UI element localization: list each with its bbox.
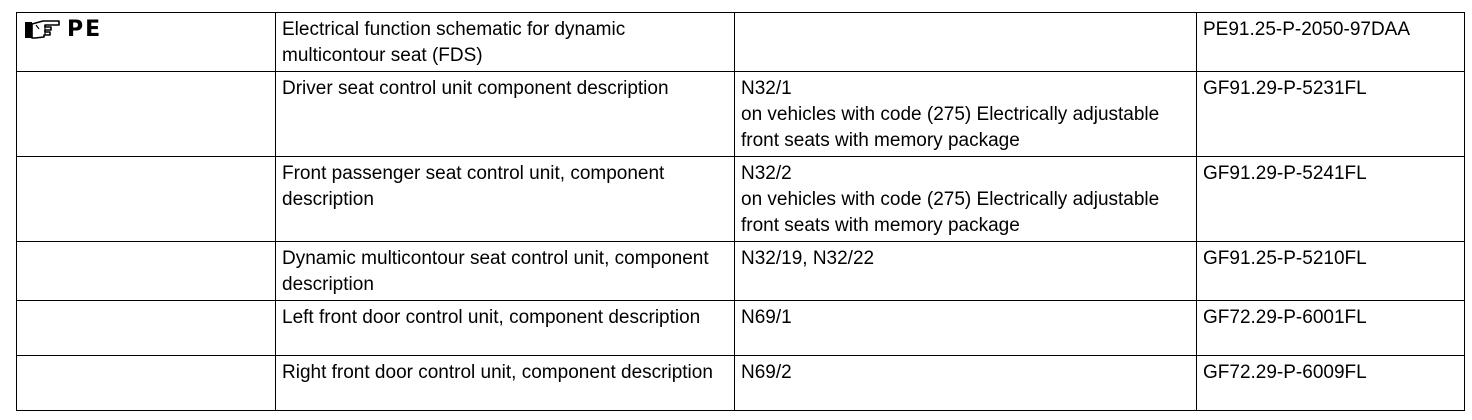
component-cell: N32/2 on vehicles with code (275) Electrically adjustable front seats with memory package <box>735 157 1197 242</box>
component-cell: N32/19, N32/22 <box>735 242 1197 301</box>
reference-cell: GF91.25-P-5210FL <box>1197 242 1465 301</box>
reference-cell: GF91.29-P-5231FL <box>1197 72 1465 157</box>
table-row <box>17 13 1465 72</box>
empty-cell <box>17 356 276 411</box>
reference-cell: GF72.29-P-6009FL <box>1197 356 1465 411</box>
table-row <box>17 157 1465 242</box>
marker-label: PE <box>67 17 103 42</box>
table-row <box>17 72 1465 157</box>
component-cell: N69/2 <box>735 356 1197 411</box>
empty-cell <box>17 301 276 356</box>
description-cell: Front passenger seat control unit, component description <box>276 157 735 242</box>
reference-cell: GF91.29-P-5241FL <box>1197 157 1465 242</box>
empty-cell <box>17 72 276 157</box>
description-cell: Electrical function schematic for dynamic multicontour seat (FDS) <box>276 13 735 72</box>
empty-cell <box>17 242 276 301</box>
description-cell: Dynamic multicontour seat control unit, component description <box>276 242 735 301</box>
component-cell <box>735 13 1197 72</box>
reference-table <box>16 12 1465 411</box>
description-cell: Driver seat control unit component description <box>276 72 735 157</box>
description-cell: Right front door control unit, component description <box>276 356 735 411</box>
table-row <box>17 242 1465 301</box>
reference-cell: GF72.29-P-6001FL <box>1197 301 1465 356</box>
pointing-hand-icon <box>23 18 63 42</box>
table-row <box>17 356 1465 411</box>
description-cell: Left front door control unit, component description <box>276 301 735 356</box>
reference-cell: PE91.25-P-2050-97DAA <box>1197 13 1465 72</box>
component-cell: N32/1 on vehicles with code (275) Electrically adjustable front seats with memory package <box>735 72 1197 157</box>
table-row <box>17 301 1465 356</box>
component-cell: N69/1 <box>735 301 1197 356</box>
empty-cell <box>17 157 276 242</box>
marker-cell <box>17 13 276 72</box>
